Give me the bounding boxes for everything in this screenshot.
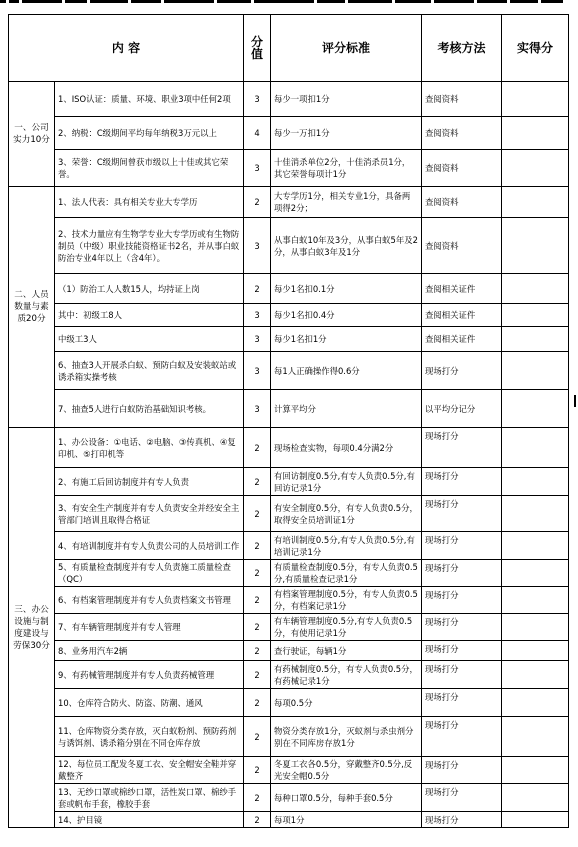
row-actual[interactable]	[502, 187, 569, 218]
row-content: 8、业务用汽车2辆	[55, 641, 244, 661]
row-content: 其中：初级工8人	[55, 304, 244, 327]
header-row	[9, 15, 569, 82]
row-standard: 每种口罩0.5分，每种手套0.5分	[271, 784, 422, 812]
row-standard: 十佳消杀单位2分，十佳消杀员1分，其它荣誉每项计1分	[271, 150, 422, 187]
row-standard: 有档案管理制度0.5分，有专人负责0.5分，有档案记录1分	[271, 587, 422, 614]
row-standard: 每1人正确操作得0.6分	[271, 352, 422, 390]
row-score: 2	[244, 757, 271, 784]
row-actual[interactable]	[502, 532, 569, 560]
row-score: 2	[244, 689, 271, 717]
row-score: 2	[244, 784, 271, 812]
row-content: 1、法人代表：具有相关专业大专学历	[55, 187, 244, 218]
table-row	[9, 812, 569, 828]
table-row	[9, 428, 569, 468]
row-actual[interactable]	[502, 614, 569, 641]
top-cut-text-line	[0, 0, 578, 5]
table-row	[9, 717, 569, 757]
row-standard: 有车辆管理制度0.5分,有专人负责0.5分，有使用记录1分	[271, 614, 422, 641]
row-actual[interactable]	[502, 218, 569, 274]
row-standard: 从事白蚁10年及3分，从事白蚁5年及2分，从事白蚁3年及1分	[271, 218, 422, 274]
row-method: 现场打分	[422, 689, 502, 717]
row-method: 现场打分	[422, 352, 502, 390]
table-row	[9, 757, 569, 784]
table-row	[9, 532, 569, 560]
row-actual[interactable]	[502, 641, 569, 661]
row-standard: 每少1名扣0.1分	[271, 274, 422, 304]
row-actual[interactable]	[502, 82, 569, 117]
row-standard: 现场检查实物，每项0.4分满2分	[271, 428, 422, 468]
row-actual[interactable]	[502, 274, 569, 304]
table-row	[9, 327, 569, 352]
header-actual: 实得分	[502, 15, 569, 82]
row-score: 4	[244, 117, 271, 150]
row-method: 现场打分	[422, 641, 502, 661]
row-content: 4、有培训制度并有专人负责公司的人员培训工作	[55, 532, 244, 560]
table-row	[9, 304, 569, 327]
row-standard: 有质量检查制度0.5分，有专人负责0.5分,有质量检查记录1分	[271, 560, 422, 587]
row-content: 1、办公设备：①电话、②电脑、③传真机、④复印机、⑤打印机等	[55, 428, 244, 468]
table-row	[9, 560, 569, 587]
row-actual[interactable]	[502, 689, 569, 717]
row-standard: 大专学历1分，相关专业1分，具备两项得2分；	[271, 187, 422, 218]
row-method: 现场打分	[422, 587, 502, 614]
table-row	[9, 187, 569, 218]
row-method: 现场打分	[422, 468, 502, 496]
row-standard: 每少1名扣0.4分	[271, 304, 422, 327]
row-actual[interactable]	[502, 496, 569, 532]
row-score: 2	[244, 661, 271, 689]
row-content: 13、无纱口罩或棉纱口罩，活性炭口罩、棉纱手套或帆布手套，橡胶手套	[55, 784, 244, 812]
row-actual[interactable]	[502, 812, 569, 828]
table-row	[9, 784, 569, 812]
row-standard: 每项0.5分	[271, 689, 422, 717]
row-score: 2	[244, 641, 271, 661]
row-standard: 每少一万扣1分	[271, 117, 422, 150]
row-score: 2	[244, 560, 271, 587]
row-method: 现场打分	[422, 757, 502, 784]
row-standard: 每少一项扣1分	[271, 82, 422, 117]
row-score: 2	[244, 428, 271, 468]
row-score: 2	[244, 587, 271, 614]
row-standard: 冬夏工衣各0.5分，穿戴整齐0.5分,反光安全帽0.5分	[271, 757, 422, 784]
table-row	[9, 390, 569, 428]
row-score: 2	[244, 717, 271, 757]
header-method: 考核方法	[422, 15, 502, 82]
scoring-table	[8, 14, 569, 828]
row-content: 6、抽查3人开展杀白蚁、预防白蚁及安装蚁站或诱杀箱实操考核	[55, 352, 244, 390]
row-actual[interactable]	[502, 587, 569, 614]
row-method: 现场打分	[422, 532, 502, 560]
row-content: 2、纳税：C级期间平均每年纳税3万元以上	[55, 117, 244, 150]
table-row	[9, 82, 569, 117]
header-score: 分值	[244, 15, 271, 82]
row-content: 10、仓库符合防火、防盗、防潮、通风	[55, 689, 244, 717]
row-standard: 有安全制度0.5分，有专人负责0.5分，取得安全员培训证1分	[271, 496, 422, 532]
row-standard: 每项1分	[271, 812, 422, 828]
row-content: 2、有施工后回访制度并有专人负责	[55, 468, 244, 496]
row-method: 现场打分	[422, 784, 502, 812]
row-content: 7、有车辆管理制度并有专人管理	[55, 614, 244, 641]
row-method: 查阅相关证件	[422, 327, 502, 352]
section-title: 一、公司实力10分	[9, 82, 55, 187]
header-content: 内 容	[9, 15, 244, 82]
row-score: 2	[244, 812, 271, 828]
row-method: 以平均分记分	[422, 390, 502, 428]
row-content: 12、每位员工配发冬夏工衣、安全帽安全鞋并穿戴整齐	[55, 757, 244, 784]
row-content: 6、有档案管理制度并有专人负责档案文书管理	[55, 587, 244, 614]
row-method: 现场打分	[422, 560, 502, 587]
row-standard: 有药械制度0.5分，有专人负责0.5分，有药械记录1分	[271, 661, 422, 689]
row-content: 7、抽查5人进行白蚁防治基础知识考核。	[55, 390, 244, 428]
row-standard: 计算平均分	[271, 390, 422, 428]
row-standard: 查行驶证，每辆1分	[271, 641, 422, 661]
row-method: 现场打分	[422, 661, 502, 689]
row-method: 查阅相关证件	[422, 274, 502, 304]
row-actual[interactable]	[502, 661, 569, 689]
row-score: 3	[244, 150, 271, 187]
table-row	[9, 117, 569, 150]
row-method: 现场打分	[422, 717, 502, 757]
row-score: 2	[244, 614, 271, 641]
row-method: 查阅资料	[422, 150, 502, 187]
row-actual[interactable]	[502, 327, 569, 352]
row-standard: 有培训制度0.5分,有专人负责0.5分,有培训记录1分	[271, 532, 422, 560]
table-row	[9, 587, 569, 614]
row-score: 3	[244, 390, 271, 428]
row-method: 查阅资料	[422, 82, 502, 117]
row-score: 2	[244, 187, 271, 218]
row-actual[interactable]	[502, 304, 569, 327]
table-row	[9, 468, 569, 496]
header-standard: 评分标准	[271, 15, 422, 82]
table-row	[9, 150, 569, 187]
row-score: 2	[244, 274, 271, 304]
row-standard: 有回访制度0.5分,有专人负责0.5分,有回访记录1分	[271, 468, 422, 496]
row-content: 5、有质量检查制度并有专人负责施工质量检查（QC）	[55, 560, 244, 587]
row-score: 3	[244, 304, 271, 327]
row-content: 2、技术力量应有生物学专业大专学历或有生物防制员（中级）职业技能资格证书2名，并从事白蚁防治专业4年以上（含4年）。	[55, 218, 244, 274]
section-title: 二、人员数量与素质20分	[9, 187, 55, 428]
row-method: 现场打分	[422, 812, 502, 828]
table-row	[9, 218, 569, 274]
row-standard: 物资分类存放1分，灭蚁剂与杀虫剂分别在不同库房存放1分	[271, 717, 422, 757]
row-actual[interactable]	[502, 784, 569, 812]
row-score: 3	[244, 82, 271, 117]
row-standard: 每少1名扣1分	[271, 327, 422, 352]
row-content: 11、仓库物资分类存放，灭白蚁粉剂、预防药剂与诱饵剂、诱杀箱分别在不同仓库存放	[55, 717, 244, 757]
row-method: 查阅资料	[422, 218, 502, 274]
row-score: 2	[244, 532, 271, 560]
table-row	[9, 689, 569, 717]
row-method: 现场打分	[422, 614, 502, 641]
row-actual[interactable]	[502, 352, 569, 390]
table-row	[9, 641, 569, 661]
table-row	[9, 496, 569, 532]
page-edge-mark	[574, 395, 576, 407]
row-score: 3	[244, 218, 271, 274]
row-content: 3、有安全生产制度并有专人负责安全并经安全主管部门培训且取得合格证	[55, 496, 244, 532]
row-content: 1、ISO认证：质量、环境、职业3项中任何2项	[55, 82, 244, 117]
row-method: 现场打分	[422, 496, 502, 532]
row-score: 3	[244, 327, 271, 352]
row-actual[interactable]	[502, 150, 569, 187]
table-row	[9, 614, 569, 641]
table-row	[9, 352, 569, 390]
row-score: 2	[244, 496, 271, 532]
row-content: 3、荣誉：C级期间曾获市级以上十佳或其它荣誉。	[55, 150, 244, 187]
row-score: 2	[244, 468, 271, 496]
row-actual[interactable]	[502, 468, 569, 496]
row-actual[interactable]	[502, 757, 569, 784]
row-actual[interactable]	[502, 717, 569, 757]
row-actual[interactable]	[502, 428, 569, 468]
row-method: 查阅资料	[422, 187, 502, 218]
row-content: 中级工3人	[55, 327, 244, 352]
section-title: 三、办公设施与制度建设与劳保30分	[9, 428, 55, 828]
row-content: （1）防治工人人数15人，均持证上岗	[55, 274, 244, 304]
row-score: 3	[244, 352, 271, 390]
table-row	[9, 274, 569, 304]
row-actual[interactable]	[502, 560, 569, 587]
row-method: 现场打分	[422, 428, 502, 468]
row-method: 查阅资料	[422, 117, 502, 150]
row-content: 14、护目镜	[55, 812, 244, 828]
table-row	[9, 661, 569, 689]
row-actual[interactable]	[502, 390, 569, 428]
row-actual[interactable]	[502, 117, 569, 150]
row-method: 查阅相关证件	[422, 304, 502, 327]
row-content: 9、有药械管理制度并有专人负责药械管理	[55, 661, 244, 689]
